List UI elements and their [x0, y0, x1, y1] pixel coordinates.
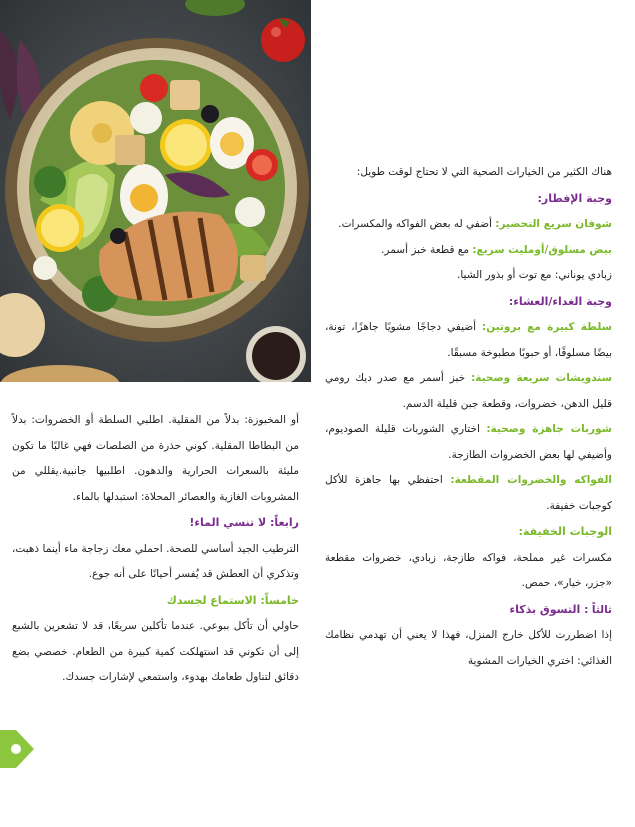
third-text: إذا اضطررت للأكل خارج المنزل، فهذا لا يعني أن تهدمي نظامك الغذائي: اختري الخيارات المشوية [325, 629, 612, 667]
third-title: التسوق بذكاء [509, 602, 585, 616]
sandwich-item [325, 366, 612, 417]
salad-bowl-photo [0, 0, 311, 382]
fourth-heading: رابعاً: لا تنسي الماء! [189, 516, 299, 529]
page-tab-marker [0, 730, 34, 768]
left-paragraph-1: أو المخبوزة: بدلاً من المقلية. اطلبي السلطة أو الخضروات: بدلاً من البطاطا المقلية. كوني حذرة من الصلصات فهي غالبًا ما تكون مليئة بالسعرات الحرارية والدهون. اطلبيها جانبية.يقللي من المشروبات الغازية والعصائر المحلاة: استبدلها بالماء. [12, 414, 299, 503]
yogurt-item: زبادي يوناني: مع توت أو بذور الشيا. [457, 269, 612, 281]
lunch-heading: وجبة الغداء/العشاء: [508, 294, 612, 308]
intro-text: هناك الكثير من الخيارات الصحية التي لا تحتاج لوقت طويل: [356, 166, 612, 178]
left-column [12, 408, 299, 691]
oats-item [325, 212, 612, 238]
soup-item [325, 417, 612, 468]
snacks-heading: الوجبات الخفيفة: [518, 525, 612, 538]
fruit-item [325, 468, 612, 519]
breakfast-heading: وجبة الإفطار: [537, 191, 612, 205]
salad-label: سلطة كبيرة مع بروتين: [482, 321, 612, 333]
left-paragraph-2: الترطيب الجيد أساسي للصحة. احملي معك زجاجة ماء أينما ذهبت، وتذكري أن العطش قد يُفسر أحيانًا على أنه جوع. [12, 542, 299, 580]
egg-text: مع قطعة خبز أسمر. [381, 243, 473, 256]
oats-label: شوفان سريع التحضير: [495, 218, 612, 230]
salad-item [325, 315, 612, 366]
page-tab-dot [11, 744, 21, 754]
soup-text: اختاري الشوربات قليلة الصوديوم، وأضيفي لها بعض الخضروات الطازجة. [325, 423, 612, 461]
egg-label: بيض مسلوق/أومليت سريع: [472, 243, 612, 256]
left-paragraph-3: حاولي أن تأكل ببوعي. عندما تأكلين سريعًا، قد لا تشعرين بالشبع إلى أن تكوني قد استهلكت كمية كبيرة من الطعام. خصصي بضع دقائق لتناول طعامك بهدوء، واستمعي لإشارات جسدك. [12, 620, 299, 683]
sandwich-text: خبز أسمر مع صدر ديك رومي قليل الدهن، خضروات، وقطعة جبن قليلة الدسم. [325, 372, 612, 410]
soup-label: شوربات جاهزة وصحية: [486, 423, 612, 435]
salad-text: أضيفي دجاجًا مشويًا جاهزًا، تونة، بيضًا مسلوقًا، أو حبوبًا مطبوخة مسبقًا. [325, 321, 612, 359]
oats-text: أضفي له بعض الفواكه والمكسرات. [338, 218, 496, 230]
snacks-text: مكسرات غير مملحة، فواكه طازجة، زبادي، خضروات مقطعة «جزر، خيار»، حمص. [325, 551, 612, 589]
third-number: ثالثاً : [584, 603, 612, 616]
fruit-text: احتفظي بها جاهزة للأكل كوجبات خفيفة. [325, 474, 612, 512]
egg-item [325, 238, 612, 264]
right-column [325, 160, 612, 674]
sandwich-label: سندويشات سريعة وصحية: [471, 372, 612, 384]
fruit-label: الفواكه والخضروات المقطعة: [450, 474, 612, 486]
fifth-heading: خامساً: الاستماع لجسدك [166, 593, 299, 607]
third-heading [325, 597, 612, 624]
